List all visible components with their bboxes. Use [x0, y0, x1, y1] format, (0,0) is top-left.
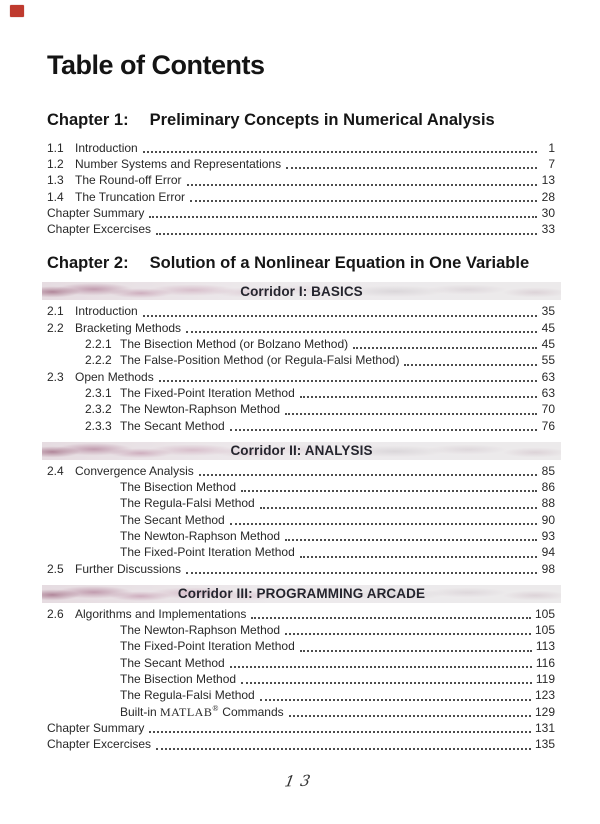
entry-page: 55 [541, 353, 555, 368]
entry-label: The False-Position Method (or Regula-Falsi Method) [120, 353, 400, 368]
toc-row [47, 544, 555, 560]
entry-label: The Newton-Raphson Method [120, 402, 281, 417]
entry-label: Algorithms and Implementations [75, 606, 247, 621]
page-title: Table of Contents [47, 50, 265, 80]
dot-leader [143, 315, 537, 317]
toc-row [47, 336, 555, 352]
chapter-heading [47, 254, 555, 274]
toc-row [47, 205, 555, 221]
dot-leader [186, 572, 537, 574]
entry-number: 2.2 [47, 320, 64, 335]
toc-row [47, 369, 555, 385]
toc-row [47, 561, 555, 577]
chapter-label: Chapter 2: [47, 253, 129, 272]
entry-page: 86 [541, 480, 555, 495]
red-scan-mark [10, 5, 24, 17]
entry-page: 98 [541, 561, 555, 576]
chapter-label: Chapter 1: [47, 111, 129, 130]
entry-page: 35 [541, 304, 555, 319]
entry-label: Chapter Summary [47, 206, 145, 221]
entry-page: 119 [535, 672, 555, 687]
entry-page: 116 [535, 655, 555, 670]
corridor-banner [42, 282, 561, 300]
entry-label: The Bisection Method [120, 480, 237, 495]
entry-label: The Bisection Method [120, 672, 237, 687]
entry-label: Number Systems and Representations [75, 157, 282, 172]
chapter-2-section [47, 254, 555, 753]
entry-page: 85 [541, 463, 555, 478]
entry-label: The Newton-Raphson Method [120, 528, 281, 543]
chapter-title: Preliminary Concepts in Numerical Analysis [149, 111, 495, 130]
page-footer [47, 772, 555, 791]
entry-label: Introduction [75, 304, 138, 319]
entry-page: 7 [548, 157, 555, 172]
dot-leader [156, 233, 537, 235]
entry-page: 28 [541, 189, 555, 204]
corridor-banner [42, 442, 561, 460]
chapter-title: Solution of a Nonlinear Equation in One Variable [149, 253, 530, 272]
entry-label: Chapter Excercises [47, 737, 152, 752]
toc-row [47, 479, 555, 495]
entry-label: Chapter Summary [47, 720, 145, 735]
entry-number: 1.3 [47, 173, 64, 188]
dot-leader [300, 650, 532, 652]
dot-leader [353, 347, 537, 349]
dot-leader [199, 474, 537, 476]
entry-label: The Newton-Raphson Method [120, 623, 281, 638]
dot-leader [143, 151, 537, 153]
banner-label: Corridor III: PROGRAMMING ARCADE [177, 586, 426, 602]
entry-number: 2.2.1 [85, 337, 112, 352]
dot-leader [285, 413, 537, 415]
entry-label: The Bisection Method (or Bolzano Method) [120, 337, 349, 352]
chapter-1-section [47, 111, 555, 238]
toc-row [47, 528, 555, 544]
dot-leader [149, 731, 531, 733]
dot-leader [241, 682, 532, 684]
dot-leader [190, 200, 537, 202]
entry-page: 76 [541, 418, 555, 433]
toc-row [47, 463, 555, 479]
toc-row [47, 385, 555, 401]
entry-number: 2.2.2 [85, 353, 112, 368]
entry-label: Introduction [75, 140, 138, 155]
toc-row [47, 671, 555, 687]
entry-label: Chapter Excercises [47, 222, 152, 237]
toc-row [47, 156, 555, 172]
toc-row [47, 655, 555, 671]
dot-leader [286, 167, 537, 169]
entry-label: Bracketing Methods [75, 320, 182, 335]
entry-page: 129 [534, 704, 555, 719]
entry-page: 45 [541, 320, 555, 335]
entry-label: The Regula-Falsi Method [120, 496, 255, 511]
toc-row [47, 303, 555, 319]
toc-row [47, 140, 555, 156]
entry-label [120, 704, 284, 720]
dot-leader [289, 715, 531, 717]
entry-label: The Secant Method [120, 655, 225, 670]
matlab-label-pre: Built-in [120, 704, 161, 719]
registered-trademark-symbol: ® [212, 703, 219, 713]
entry-label: The Regula-Falsi Method [120, 688, 255, 703]
dot-leader [300, 396, 537, 398]
toc-row [47, 189, 555, 205]
entry-page: 123 [534, 688, 555, 703]
entry-page: 30 [541, 206, 555, 221]
toc-row [47, 512, 555, 528]
dot-leader [404, 364, 537, 366]
entry-page: 1 [548, 140, 555, 155]
entry-label: The Secant Method [120, 418, 225, 433]
matlab-brand: MATLAB [160, 704, 213, 719]
dot-leader [230, 429, 537, 431]
entry-label: Open Methods [75, 369, 154, 384]
entry-number: 1.2 [47, 157, 64, 172]
entry-page: 88 [541, 496, 555, 511]
entry-number: 2.3.1 [85, 385, 112, 400]
entry-page: 70 [541, 402, 555, 417]
toc-row [47, 172, 555, 188]
toc-row [47, 687, 555, 703]
entry-page: 13 [541, 173, 555, 188]
entry-page: 63 [541, 385, 555, 400]
dot-leader [285, 539, 537, 541]
entry-label: The Round-off Error [75, 173, 182, 188]
toc-row [47, 606, 555, 622]
dot-leader [149, 216, 537, 218]
dot-leader [300, 556, 537, 558]
toc-row [47, 704, 555, 720]
matlab-label-post: Commands [218, 704, 284, 719]
entry-label: The Secant Method [120, 512, 225, 527]
entry-label: The Fixed-Point Iteration Method [120, 639, 295, 654]
entry-page: 94 [541, 545, 555, 560]
dot-leader [230, 523, 537, 525]
entry-label: The Truncation Error [75, 189, 186, 204]
toc-row [47, 401, 555, 417]
dot-leader [251, 617, 531, 619]
toc-row [47, 720, 555, 736]
entry-page: 63 [541, 369, 555, 384]
entry-page: 105 [534, 623, 555, 638]
entry-number: 2.4 [47, 463, 64, 478]
entry-number: 1.1 [47, 140, 64, 155]
toc-row [47, 418, 555, 434]
entry-number: 2.1 [47, 304, 64, 319]
entry-label: The Fixed-Point Iteration Method [120, 385, 295, 400]
entry-number: 2.3.3 [85, 418, 112, 433]
entry-page: 33 [541, 222, 555, 237]
toc-row [47, 352, 555, 368]
toc-row [47, 495, 555, 511]
toc-row [47, 638, 555, 654]
dot-leader [187, 184, 538, 186]
entry-number: 2.5 [47, 561, 64, 576]
entry-page: 131 [534, 720, 555, 735]
entry-page: 45 [541, 337, 555, 352]
banner-label: Corridor II: ANALYSIS [230, 443, 373, 459]
entry-page: 113 [535, 639, 555, 654]
entry-number: 2.3 [47, 369, 64, 384]
entry-number: 1.4 [47, 189, 64, 204]
entry-number: 2.3.2 [85, 402, 112, 417]
dot-leader [285, 633, 531, 635]
dot-leader [260, 699, 531, 701]
entry-label: The Fixed-Point Iteration Method [120, 545, 295, 560]
dot-leader [159, 380, 537, 382]
dot-leader [260, 507, 537, 509]
entry-page: 135 [534, 737, 555, 752]
entry-page: 93 [541, 528, 555, 543]
toc-row [47, 320, 555, 336]
toc-row [47, 622, 555, 638]
chapter-heading [47, 111, 555, 131]
dot-leader [230, 666, 532, 668]
toc-row [47, 736, 555, 752]
entry-label: Convergence Analysis [75, 463, 194, 478]
corridor-banner [42, 585, 561, 603]
entry-number: 2.6 [47, 606, 64, 621]
entry-page: 90 [541, 512, 555, 527]
handwritten-page-number: 13 [283, 771, 319, 791]
banner-label: Corridor I: BASICS [240, 283, 363, 299]
entry-label: Further Discussions [75, 561, 182, 576]
entry-page: 105 [534, 606, 555, 621]
dot-leader [156, 748, 531, 750]
dot-leader [186, 331, 537, 333]
dot-leader [241, 490, 537, 492]
toc-row [47, 221, 555, 237]
